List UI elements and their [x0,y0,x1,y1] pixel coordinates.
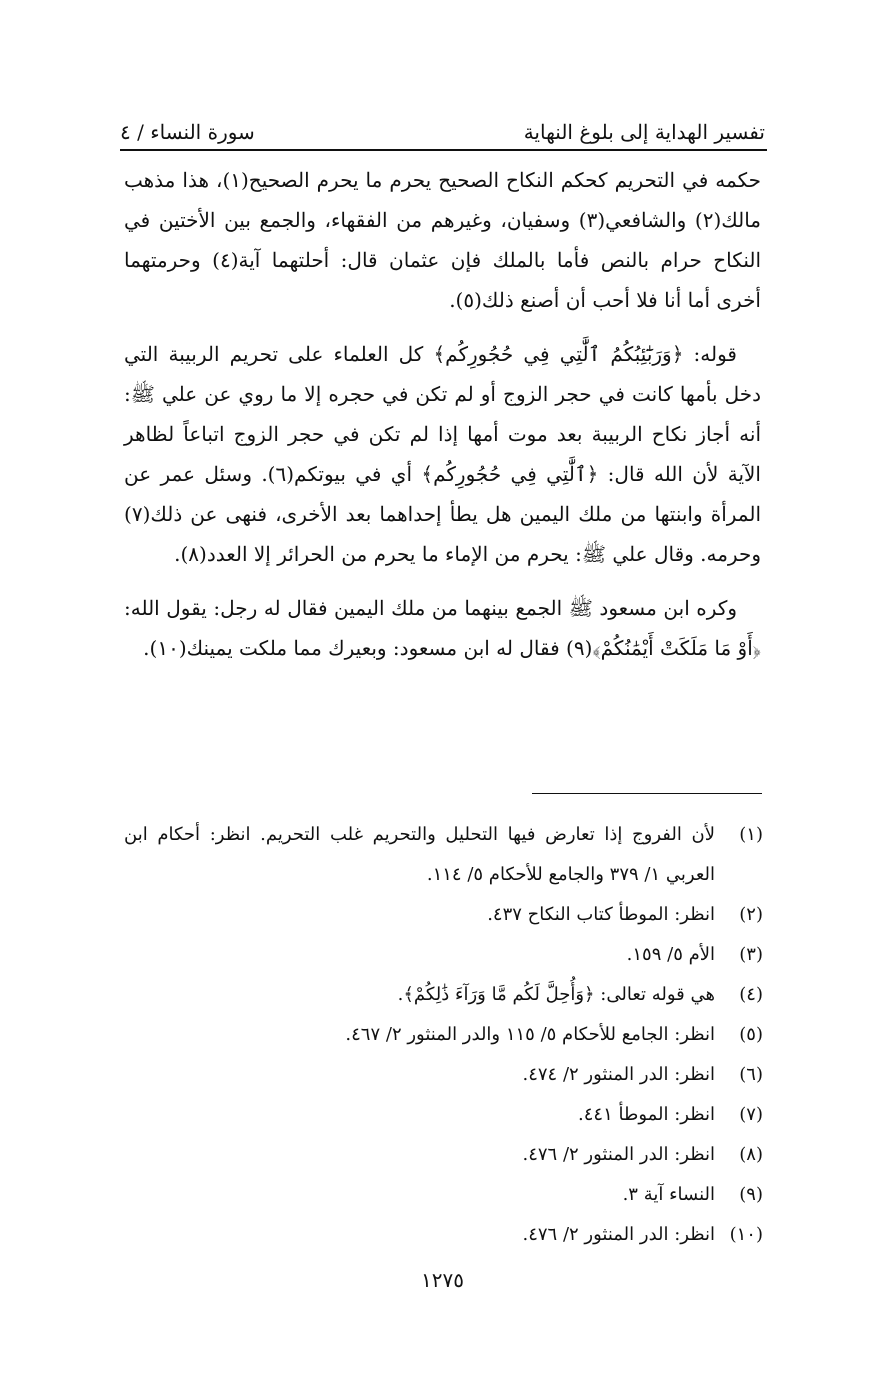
footnote [124,1175,763,1215]
footnote-text: هي قوله تعالى: ﴿وَأُحِلَّ لَكُم مَّا وَرَآءَ ذَٰلِكُمْ﴾. [397,984,715,1005]
book-title: تفسير الهداية إلى بلوغ النهاية [523,120,765,144]
footnote [124,935,763,975]
footnote [124,1015,763,1055]
running-header [120,110,765,144]
footnote-number: (٨) [739,1144,763,1165]
footnote-number: (٢) [739,904,763,925]
footnote-text: انظر: الموطأ كتاب النكاح ٤٣٧. [487,904,715,925]
footnotes [124,815,763,1255]
footnote-divider [532,793,762,794]
main-text [124,160,761,682]
footnote [124,1135,763,1175]
footnote-text: انظر: الدر المنثور ٢/ ٤٧٦. [522,1224,715,1245]
footnote-text: انظر: الدر المنثور ٢/ ٤٧٦. [522,1144,715,1165]
footnote-text: انظر: الموطأ ٤٤١. [578,1104,715,1125]
footnote [124,1095,763,1135]
paragraph: قوله: ﴿وَرَبَٰٓئِبُكُمُ ٱلَّٰتِي فِي حُجُورِكُم﴾ كل العلماء على تحريم الربيبة التي دخل بأمها كانت في حجر الزوج أو لم تكن في حجره إلا ما روي عن علي ﷺ: أنه أجاز نكاح الربيبة بعد موت أمها إذا لم تكن في حجر الزوج اتباعاً لظاهر الآية لأن الله قال: ﴿ٱلَّٰتِي فِي حُجُورِكُم﴾ أي في بيوتكم(٦). وسئل عمر عن المرأة وابنتها من ملك اليمين هل يطأ إحداهما بعد الأخرى، فنهى عن ذلك(٧) وحرمه. وقال علي ﷺ: يحرم من الإماء ما يحرم من الحرائر إلا العدد(٨). [124,342,761,566]
footnote-text: انظر: الجامع للأحكام ٥/ ١١٥ والدر المنثور ٢/ ٤٦٧. [345,1024,715,1045]
footnote-number: (٣) [739,944,763,965]
footnote-text: الأم ٥/ ١٥٩. [626,944,715,965]
footnote-number: (٩) [739,1184,763,1205]
footnote-number: (١٠) [729,1224,763,1245]
footnote [124,975,763,1015]
footnote-number: (٥) [739,1024,763,1045]
paragraph: حكمه في التحريم كحكم النكاح الصحيح يحرم ما يحرم الصحيح(١)، هذا مذهب مالك(٢) والشافعي(٣) وسفيان، وغيرهم من الفقهاء، والجمع بين الأختين في النكاح حرام بالنص فأما بالملك فإن عثمان قال: أحلتهما آية(٤) وحرمتهما أخرى أما أنا فلا أحب أن أصنع ذلك(٥). [124,168,762,312]
footnote-number: (١) [739,824,763,845]
footnote-text: انظر: الدر المنثور ٢/ ٤٧٤. [522,1064,715,1085]
footnote [124,1215,763,1255]
footnote [124,815,763,895]
header-divider [120,149,767,151]
page-number: ١٢٧٥ [421,1268,464,1292]
paragraph: وكره ابن مسعود ﷺ الجمع بينهما من ملك اليمين فقال له رجل: يقول الله: ﴿أَوْ مَا مَلَكَتْ أَيْمَٰنُكُمْ﴾(٩) فقال له ابن مسعود: وبعيرك مما ملكت يمينك(١٠). [124,596,761,660]
footnote-text: لأن الفروج إذا تعارض فيها التحليل والتحريم غلب التحريم. انظر: أحكام ابن العربي ١/ ٣٧٩ والجامع للأحكام ٥/ ١١٤. [124,824,715,885]
footnote [124,1055,763,1095]
surah-label: سورة النساء / ٤ [120,120,255,144]
footnote [124,895,763,935]
footnote-text: النساء آية ٣. [622,1184,715,1205]
footnote-number: (٤) [739,984,763,1005]
footnote-number: (٦) [739,1064,763,1085]
footnote-number: (٧) [739,1104,763,1125]
